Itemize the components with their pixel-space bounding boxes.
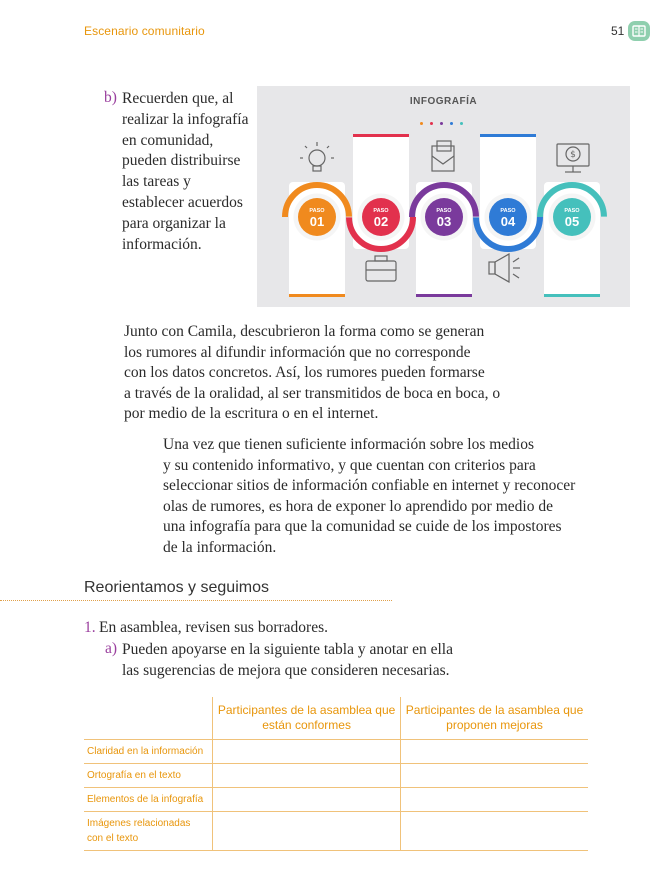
table-row [84, 788, 588, 812]
text-line: Una vez que tienen suficiente información sobre los medios [163, 436, 535, 453]
infographic-title: INFOGRAFÍA [409, 96, 478, 107]
step-number: 04 [500, 214, 516, 229]
table-row-label: Elementos de la infografía [84, 788, 213, 812]
envelope-icon [432, 141, 454, 171]
table-cell-empty[interactable] [213, 812, 401, 851]
book-icon [632, 24, 646, 38]
text-line: de la información. [163, 538, 277, 556]
item-1-number: 1. [84, 619, 96, 636]
step-number: 02 [373, 214, 389, 229]
text-line: en comunidad, [122, 131, 214, 149]
text-line: los rumores al difundir información que no corresponde [124, 343, 471, 361]
table-row [84, 764, 588, 788]
step-number: 05 [564, 214, 580, 229]
table-header-empty [84, 697, 213, 740]
table-cell-empty[interactable] [401, 788, 588, 812]
briefcase-icon [366, 256, 396, 281]
table-row [84, 740, 588, 764]
text-line: las sugerencias de mejora que consideren necesarias. [122, 661, 450, 679]
table-row-label: Claridad en la información [84, 740, 213, 764]
item-a-marker: a) [105, 640, 118, 657]
table-header-mejoras: Participantes de la asamblea que proponen mejoras [401, 697, 588, 740]
table-cell-empty[interactable] [213, 764, 401, 788]
step-label: PASO [500, 208, 516, 214]
item-b-text [122, 89, 257, 255]
table-header-row [84, 697, 588, 740]
text-line: con los datos concretos. Así, los rumores pueden formarse [124, 364, 485, 381]
infographic-steps [257, 86, 630, 307]
step-number: 03 [436, 214, 452, 229]
text-line: una infografía para que la comunidad se cuide de los impostores [163, 518, 562, 535]
section-divider [0, 600, 392, 601]
table-cell-empty[interactable] [213, 788, 401, 812]
paragraph-infographic [163, 435, 583, 558]
text-line: para organizar la [122, 214, 226, 232]
text-line: las tareas y [122, 173, 191, 191]
item-1-text: En asamblea, revisen sus borradores. [99, 619, 328, 636]
step-panel-accent [480, 134, 536, 137]
step-number: 01 [309, 214, 325, 229]
table-header-conformes: Participantes de la asamblea que están conformes [213, 697, 401, 740]
step-panel-accent [353, 134, 409, 137]
step-label: PASO [436, 208, 452, 214]
text-line: pueden distribuirse [122, 152, 241, 170]
table-cell-empty[interactable] [401, 764, 588, 788]
text-line: a través de la oralidad, al ser transmitidos de boca en boca, o [124, 384, 501, 402]
text-line: realizar la infografía [122, 110, 249, 128]
step-panel-accent [544, 294, 600, 297]
lightbulb-icon [300, 142, 334, 171]
header-title: Escenario comunitario [84, 24, 205, 38]
page-badge [628, 21, 650, 41]
monitor-dollar-icon [557, 144, 589, 172]
text-line: seleccionar sitios de información confiable en internet y reconocer [163, 477, 576, 494]
step-panel-accent [289, 294, 345, 297]
text-line: por medio de la escritura o en el internet. [124, 405, 379, 422]
table-cell-empty[interactable] [401, 740, 588, 764]
megaphone-icon [489, 254, 520, 282]
table-row [84, 812, 588, 851]
item-a-text [122, 640, 462, 681]
infographic-image [257, 86, 630, 307]
text-line: información. [122, 235, 202, 253]
text-line: Pueden apoyarse en la siguiente tabla y anotar en ella [122, 641, 453, 658]
paragraph-rumors [124, 322, 504, 425]
table-row-label: Imágenes relacionadas con el texto [84, 812, 213, 851]
assessment-table [84, 697, 588, 851]
text-line: y su contenido informativo, y que cuentan con criterios para [163, 456, 536, 474]
text-line: olas de rumores, es hora de exponer lo aprendido por medio de [163, 497, 553, 515]
text-line: Junto con Camila, descubrieron la forma como se generan [124, 323, 485, 340]
text-line: establecer acuerdos [122, 193, 243, 211]
item-b-marker: b) [104, 89, 117, 106]
table-row-label: Ortografía en el texto [84, 764, 213, 788]
step-label: PASO [373, 208, 389, 214]
svg-text:$: $ [570, 150, 576, 160]
step-label: PASO [564, 208, 580, 214]
table-cell-empty[interactable] [213, 740, 401, 764]
page-number: 51 [611, 24, 625, 38]
table-cell-empty[interactable] [401, 812, 588, 851]
step-label: PASO [309, 208, 325, 214]
text-line: Recuerden que, al [122, 90, 234, 107]
step-panel-accent [416, 294, 472, 297]
section-title: Reorientamos y seguimos [84, 579, 269, 596]
